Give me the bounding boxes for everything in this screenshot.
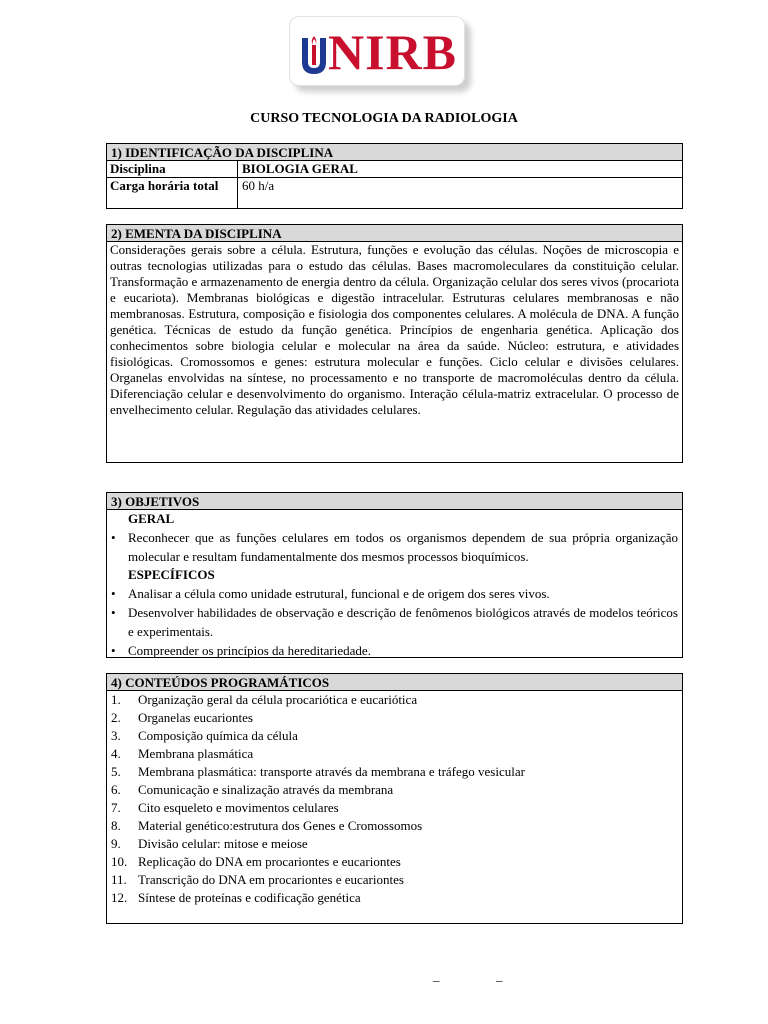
- syllabus-text: Considerações gerais sobre a célula. Estrutura, funções e evolução das células. Noções de microscopia e outras tecnologias utilizadas para o estudo das células. Bases macromoleculares da constituição celular. Transformação e armazenamento de energia dentro da célula. Organização celular dos seres vivos (procariota e eucariota). Membranas biológicas e digestão intracelular. Estruturas celulares membranosas e não membranosas. Estrutura, composição e fisiologia dos componentes celulares. A molécula de DNA. A função genética. Técnicas de estudo da função genética. Princípios de engenharia genética. Aplicação dos conhecimentos sobre biologia celular e molecular na área da saúde. Núcleo: estrutura, e atividades fisiológicas. Cromossomos e genes: estrutura molecular e funções. Ciclo celular e divisões celulares. Organelas envolvidas na síntese, no processamento e no transporte de macromoléculas dentro da célula. Diferenciação celular e desenvolvimento do organismo. Interação célula-matriz extracelular. O processo de envelhecimento celular. Regulação das atividades celulares.: [110, 242, 679, 417]
- item-text: Organelas eucariontes: [138, 710, 253, 725]
- section-contents: [106, 673, 683, 924]
- list-item: [107, 835, 682, 853]
- torch-emblem-icon: [299, 32, 329, 78]
- item-number: 6.: [111, 782, 121, 797]
- list-item: [107, 781, 682, 799]
- general-label: GERAL: [128, 511, 175, 526]
- list-item: [107, 763, 682, 781]
- item-number: 2.: [111, 710, 121, 725]
- item-number: 3.: [111, 728, 121, 743]
- item-number: 8.: [111, 818, 121, 833]
- section-heading: 1) IDENTIFICAÇÃO DA DISCIPLINA: [107, 144, 682, 161]
- section-heading: 2) EMENTA DA DISCIPLINA: [107, 225, 682, 242]
- list-item: [107, 853, 682, 871]
- bullet-icon: •: [111, 530, 116, 545]
- list-item: [107, 871, 682, 889]
- list-item: • Analisar a célula como unidade estrutural, funcional e de origem dos seres vivos.: [111, 586, 550, 601]
- list-item: [107, 709, 682, 727]
- item-number: 10.: [111, 854, 128, 869]
- course-title: CURSO TECNOLOGIA DA RADIOLOGIA: [250, 111, 518, 126]
- specific-label: ESPECÍFICOS: [128, 567, 215, 582]
- item-number: 5.: [111, 764, 121, 779]
- section-objectives: [106, 492, 683, 658]
- contents-list: [107, 691, 682, 907]
- section-syllabus: [106, 224, 683, 463]
- list-item: [107, 745, 682, 763]
- footer-mark: _: [433, 968, 440, 983]
- list-item: • Reconhecer que as funções celulares em todos os organismos dependem de sua própria organização molecular e resultam fundamentalmente dos mesmos processos bioquímicos.: [111, 530, 678, 564]
- item-text: Síntese de proteínas e codificação genética: [138, 890, 361, 905]
- item-text: Composição química da célula: [138, 728, 298, 743]
- item-text: Material genético:estrutura dos Genes e Cromossomos: [138, 818, 423, 833]
- item-text: Divisão celular: mitose e meiose: [138, 836, 308, 851]
- item-text: Transcrição do DNA em procariontes e eucariontes: [138, 872, 404, 887]
- item-number: 1.: [111, 692, 121, 707]
- bullet-icon: •: [111, 586, 116, 601]
- unirb-logo: [289, 16, 471, 92]
- item-text: Membrana plasmática: transporte através da membrana e tráfego vesicular: [138, 764, 525, 779]
- list-item: [107, 889, 682, 907]
- list-item: [107, 727, 682, 745]
- bullet-icon: •: [111, 643, 116, 658]
- section-heading: 4) CONTEÚDOS PROGRAMÁTICOS: [107, 674, 682, 691]
- item-text: Replicação do DNA em procariontes e eucariontes: [138, 854, 401, 869]
- section-identification: [106, 143, 683, 209]
- workload-label: Carga horária total: [107, 178, 238, 209]
- item-text: Comunicação e sinalização através da membrana: [138, 782, 394, 797]
- item-number: 9.: [111, 836, 121, 851]
- section-heading: 3) OBJETIVOS: [107, 493, 682, 510]
- discipline-label: Disciplina: [107, 161, 238, 177]
- list-item: [107, 799, 682, 817]
- discipline-value: BIOLOGIA GERAL: [242, 161, 358, 176]
- item-text: Organização geral da célula procariótica e eucariótica: [138, 692, 418, 707]
- list-item: • Desenvolver habilidades de observação e descrição de fenômenos biológicos através de modelos teóricos e experimentais.: [111, 605, 678, 639]
- item-number: 11.: [111, 872, 127, 887]
- item-number: 12.: [111, 890, 128, 905]
- logo-text: NIRB: [328, 24, 458, 80]
- item-text: Cito esqueleto e movimentos celulares: [138, 800, 339, 815]
- list-item: [107, 817, 682, 835]
- list-item: [107, 691, 682, 709]
- item-number: 4.: [111, 746, 121, 761]
- list-item: • Compreender os princípios da hereditariedade.: [111, 643, 371, 658]
- bullet-icon: •: [111, 605, 116, 620]
- item-number: 7.: [111, 800, 121, 815]
- footer-mark: _: [496, 968, 503, 983]
- workload-value: 60 h/a: [242, 178, 275, 193]
- item-text: Membrana plasmática: [138, 746, 254, 761]
